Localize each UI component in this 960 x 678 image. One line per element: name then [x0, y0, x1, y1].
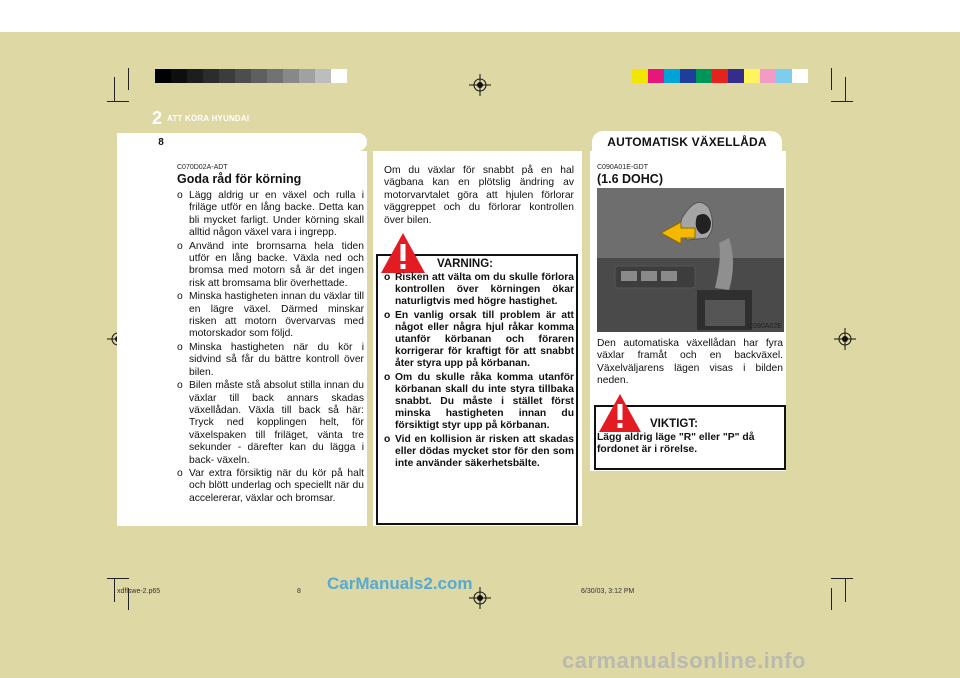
chapter-title: ATT KÖRA HYUNDAI [167, 114, 250, 123]
warning-text [384, 272, 574, 471]
section-heading: (1.6 DOHC) [597, 172, 663, 186]
list-item: o Minska hastigheten innan du växlar till en lägre växel. Därmed minskar risken att motorn övervarvas med motorskador som följd. [177, 291, 364, 340]
watermark-bottom[interactable]: carmanualsonline.info [562, 648, 806, 673]
watermark-top[interactable]: CarManuals2.com [327, 574, 473, 593]
section-heading: Goda råd för körning [177, 172, 302, 186]
intro-paragraph: Om du växlar för snabbt på en hal vägbana kan en plötslig ändring av motorvarvtalet göra att hjulen förlorar väggreppet och du förlorar kontrollen över bilen. [384, 165, 574, 226]
section-tab [592, 131, 782, 153]
footer-timestamp: 6/30/03, 3:12 PM [581, 588, 635, 595]
list-item: o Bilen måste stå absolut stilla innan du växlar till back annars skadas växellådan. Växla till back så här: Tryck ned kopplingen helt, för växelspaken till friläget, vänta tre sekunder - därefter kan du lägga i back- växeln. [177, 380, 364, 466]
list-item: o Lägg aldrig ur en växel och rulla i friläge utför en lång backe. Detta kan bli mycket farligt. Under körning skall alltid någon växel vara i ingrepp. [177, 190, 364, 239]
gear-shifter-illustration [597, 188, 784, 332]
caution-triangle-icon [598, 393, 642, 433]
crop-mark [114, 578, 115, 602]
chapter-number: 2 [152, 108, 163, 128]
crop-mark [831, 578, 853, 579]
driving-tips-list [177, 190, 364, 505]
list-item: o En vanlig orsak till problem är att något eller några hjul råkar komma utanför körbanan och föraren korrigerar för kraftigt för att snabbt åter styra upp på körbanan. [384, 309, 574, 370]
caution-title: VIKTIGT: [650, 418, 698, 430]
footer-page: 8 [297, 588, 301, 595]
crop-mark [128, 68, 129, 90]
list-item: o Minska hastigheten när du kör i sidvind så får du bättre kontroll över bilen. [177, 341, 364, 378]
section-code: C090A01E-GDT [597, 164, 648, 171]
transmission-description: Den automatiska växellådan har fyra växlar framåt och en backväxel. Växelväljarens lägen visas i bilden neden. [597, 338, 783, 387]
list-item: o Vid en kollision är risken att skadas eller dödas mycket stor för den som inte använder säkerhetsbälte. [384, 433, 574, 470]
list-item: o Risken att välta om du skulle förlora kontrollen över körningen ökar naturligtvis med högre hastighet. [384, 272, 574, 308]
crop-mark [107, 101, 129, 102]
registration-mark-icon [834, 328, 856, 350]
footer-filename: xdflswe-2.p65 [117, 588, 161, 595]
crop-mark [114, 77, 115, 101]
section-title: AUTOMATISK VÄXELLÅDA [607, 135, 767, 149]
section-code: C070D02A-ADT [177, 164, 228, 171]
warning-title: VARNING: [437, 258, 494, 270]
gear-selector-photo [597, 188, 784, 332]
list-item: o Använd inte brornsarna hela tiden utför en lång backe. Växla ned och bromsa med motorn så är det ingen risk att bromsama blir överhettade. [177, 240, 364, 289]
grayscale-calibration-bar [155, 69, 347, 83]
crop-mark [831, 68, 832, 90]
warning-triangle-icon [380, 232, 426, 274]
color-calibration-bar [632, 69, 808, 83]
list-item: o Om du skulle råka komma utanför körbanan skall du inte styra tillbaka snabbt. Du måste i stället först minska hastigheten innan du försiktigt styr upp på körbanan. [384, 371, 574, 432]
list-item: o Var extra försiktig när du kör på halt och blött underlag och speciellt när du accelererar, växlar och bromsar. [177, 467, 364, 504]
caution-text: Lägg aldrig läge "R" eller "P" då fordonet är i rörelse. [597, 432, 755, 456]
crop-mark [107, 578, 129, 579]
crop-mark [845, 578, 846, 602]
image-code: C090A02E [748, 323, 782, 330]
page-number: 8 [158, 137, 164, 148]
left-column [177, 164, 364, 506]
crop-mark [831, 588, 832, 610]
crop-mark [831, 101, 853, 102]
crop-mark [845, 77, 846, 101]
registration-mark-icon [469, 74, 491, 96]
